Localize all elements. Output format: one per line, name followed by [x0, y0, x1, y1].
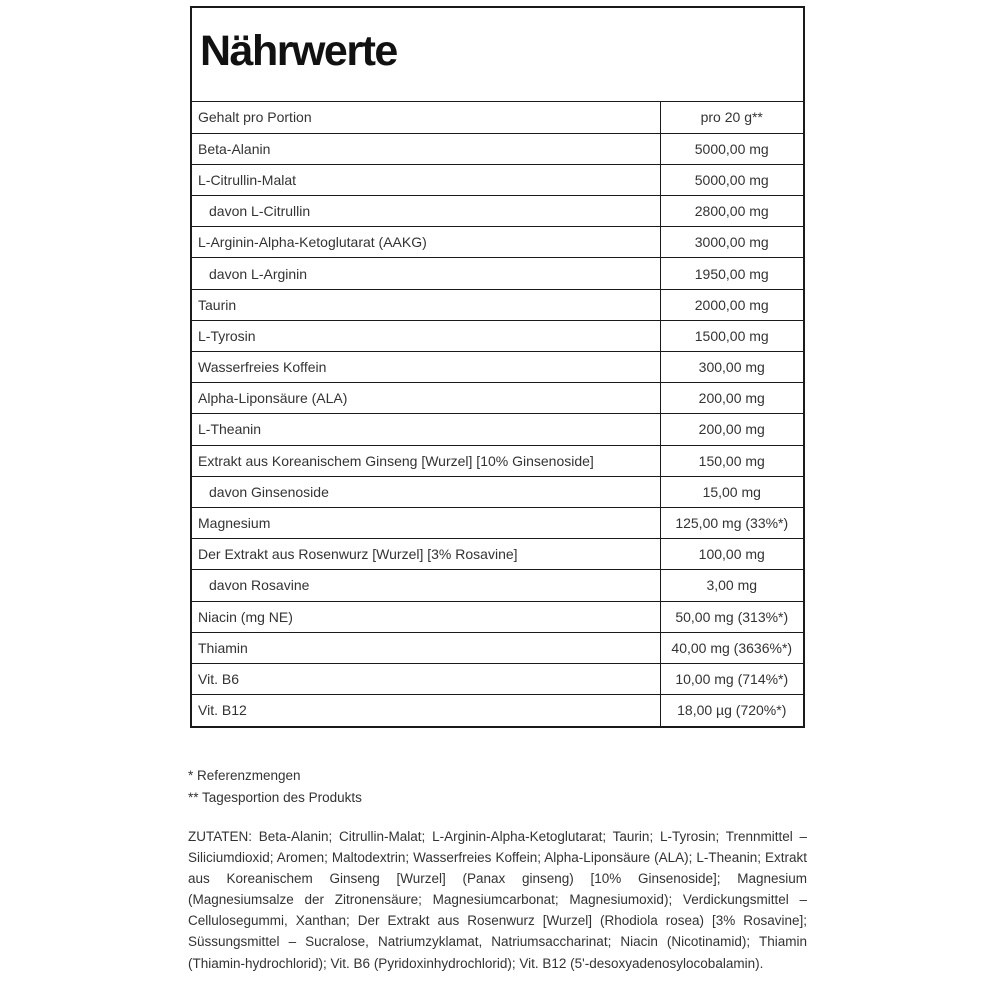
nutrient-name-cell: L-Citrullin-Malat — [192, 164, 660, 195]
nutrition-table-body — [192, 102, 803, 726]
table-row — [192, 445, 803, 476]
table-row — [192, 196, 803, 227]
table-row — [192, 663, 803, 694]
nutrient-value-cell: 50,00 mg (313%*) — [660, 601, 803, 632]
nutrient-name-cell: L-Tyrosin — [192, 320, 660, 351]
nutrient-value-cell: 1500,00 mg — [660, 320, 803, 351]
table-row — [192, 320, 803, 351]
table-row — [192, 383, 803, 414]
nutrient-name-cell: Alpha-Liponsäure (ALA) — [192, 383, 660, 414]
table-header-row — [192, 102, 803, 133]
header-name-cell: Gehalt pro Portion — [198, 109, 312, 126]
footnote-reference: * Referenzmengen — [188, 768, 301, 783]
nutrient-value-cell: 18,00 µg (720%*) — [660, 695, 803, 726]
page-title: Nährwerte — [200, 27, 397, 75]
nutrient-value-cell: 3,00 mg — [660, 570, 803, 601]
table-row — [192, 507, 803, 538]
nutrient-name-cell: davon Ginsenoside — [192, 476, 660, 507]
nutrient-name-cell: davon L-Arginin — [192, 258, 660, 289]
table-row — [192, 570, 803, 601]
nutrient-value-cell: 2800,00 mg — [660, 196, 803, 227]
nutrition-table — [192, 102, 803, 726]
nutrient-name-cell: Beta-Alanin — [192, 133, 660, 164]
nutrient-value-cell: 125,00 mg (33%*) — [660, 507, 803, 538]
nutrient-value-cell: 3000,00 mg — [660, 227, 803, 258]
table-row — [192, 227, 803, 258]
nutrient-name-cell: Extrakt aus Koreanischem Ginseng [Wurzel] [10% Ginsenoside] — [192, 445, 660, 476]
nutrient-name-cell: davon L-Citrullin — [192, 196, 660, 227]
table-row — [192, 258, 803, 289]
nutrient-name-cell: L-Theanin — [192, 414, 660, 445]
table-row — [192, 414, 803, 445]
table-row — [192, 352, 803, 383]
table-row — [192, 695, 803, 726]
nutrient-name-cell: Der Extrakt aus Rosenwurz [Wurzel] [3% Rosavine] — [192, 539, 660, 570]
table-row — [192, 539, 803, 570]
nutrient-value-cell: 100,00 mg — [660, 539, 803, 570]
nutrient-value-cell: 5000,00 mg — [660, 164, 803, 195]
table-row — [192, 289, 803, 320]
nutrient-value-cell: 1950,00 mg — [660, 258, 803, 289]
nutrient-value-cell: 10,00 mg (714%*) — [660, 663, 803, 694]
nutrient-value-cell: 150,00 mg — [660, 445, 803, 476]
nutrient-value-cell: 15,00 mg — [660, 476, 803, 507]
nutrient-value-cell: 40,00 mg (3636%*) — [660, 632, 803, 663]
nutrient-name-cell: Magnesium — [192, 507, 660, 538]
ingredients-text: ZUTATEN: Beta-Alanin; Citrullin-Malat; L-Arginin-Alpha-Ketoglutarat; Taurin; L-Tyrosin; Trennmittel – Siliciumdioxid; Aromen; Maltodextrin; Wasserfreies Koffein; Alpha-Liponsäure (ALA); L-Theanin; Extrakt aus Koreanischem Ginseng [Wurzel] (Panax ginseng) [10% Ginsenoside]; Magnesium (Magnesiumsalze der Zitronensäure; Magnesiumcarbonat; Magnesiumoxid); Verdickungsmittel – Cellulosegummi, Xanthan; Der Extrakt aus Rosenwurz [Wurzel] (Rhodiola rosea) [3% Rosavine]; Süssungsmittel – Sucralose, Natriumzyklamat, Natriumsaccharinat; Niacin (Nicotinamid); Thiamin (Thiamin-hydrochlorid); Vit. B6 (Pyridoxinhydrochlorid); Vit. B12 (5'-desoxyadenosylocobalamin). — [188, 829, 807, 971]
table-row — [192, 164, 803, 195]
nutrient-value-cell: 2000,00 mg — [660, 289, 803, 320]
nutrient-name-cell: Thiamin — [192, 632, 660, 663]
table-row — [192, 601, 803, 632]
nutrient-value-cell: 5000,00 mg — [660, 133, 803, 164]
table-row — [192, 632, 803, 663]
nutrient-value-cell: 200,00 mg — [660, 414, 803, 445]
nutrient-value-cell: 200,00 mg — [660, 383, 803, 414]
nutrient-name-cell: Vit. B6 — [192, 663, 660, 694]
nutrient-name-cell: Vit. B12 — [192, 695, 660, 726]
footnote-daily-portion: ** Tagesportion des Produkts — [188, 789, 362, 805]
nutrient-name-cell: Taurin — [192, 289, 660, 320]
header-value-cell: pro 20 g** — [660, 102, 803, 133]
table-row — [192, 133, 803, 164]
nutrition-panel — [190, 6, 805, 728]
table-row — [192, 476, 803, 507]
nutrient-name-cell: Wasserfreies Koffein — [192, 352, 660, 383]
nutrient-name-cell: davon Rosavine — [192, 570, 660, 601]
nutrient-name-cell: Niacin (mg NE) — [192, 601, 660, 632]
nutrient-name-cell: L-Arginin-Alpha-Ketoglutarat (AAKG) — [192, 227, 660, 258]
nutrient-value-cell: 300,00 mg — [660, 352, 803, 383]
title-row — [192, 8, 803, 102]
footnotes — [188, 765, 362, 808]
